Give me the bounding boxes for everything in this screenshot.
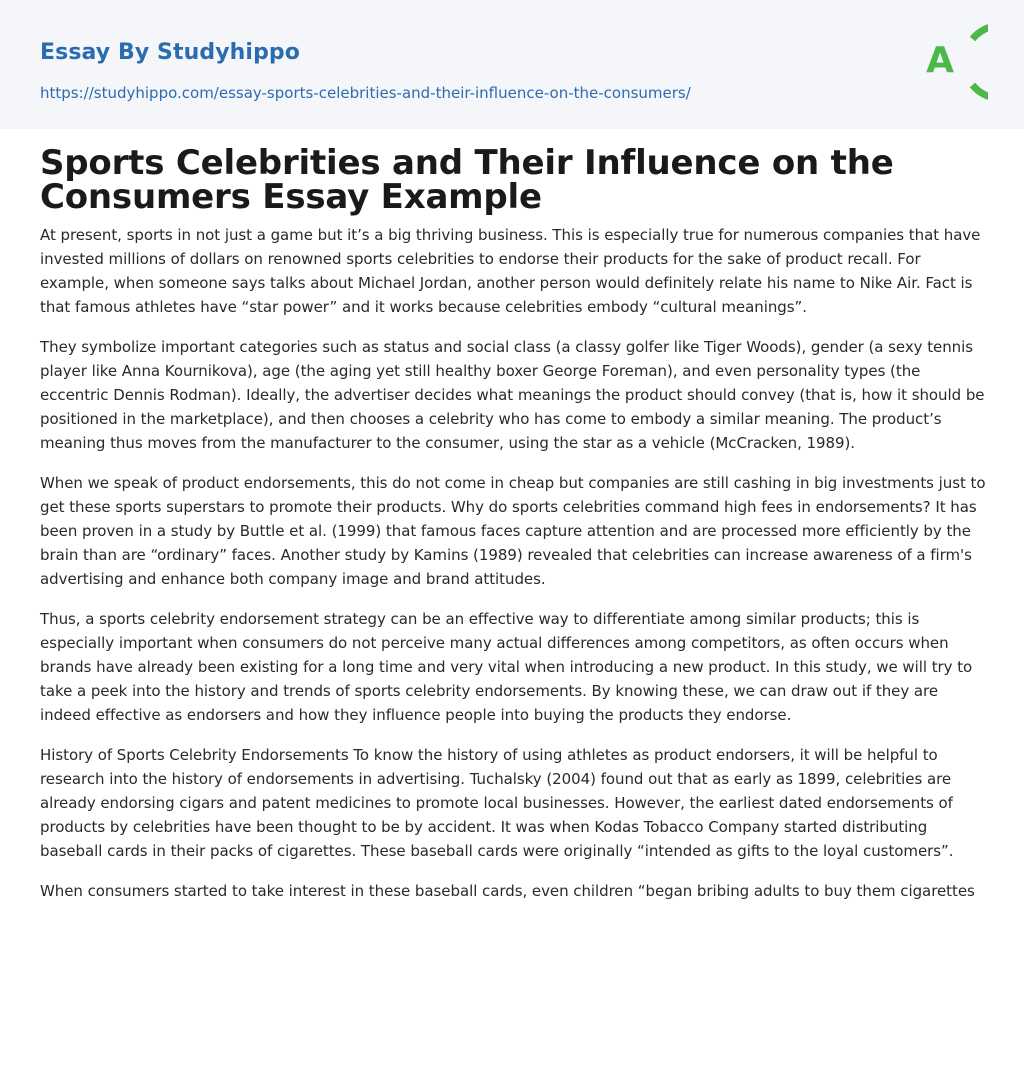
paragraph-2: They symbolize important categories such as status and social class (a classy golfer like Tiger Woods), gender (a sexy tennis player like Anna Kournikova), age (the aging yet still healthy boxer George Foreman), and even personality types (the eccentric Dennis Rodman). Ideally, the advertiser decides what meanings the product should convey (that is, how it should be positioned in the marketplace), and then chooses a celebrity who has come to embody a similar meaning. The product’s meaning thus moves from the manufacturer to the consumer, using the star as a vehicle (McCracken, 1989). xyxy=(40,338,985,452)
logo-letter: A xyxy=(926,40,954,81)
paragraph-4: Thus, a sports celebrity endorsement strategy can be an effective way to differentiate among similar products; this is especially important when consumers do not perceive many actual differences among competitors, as often occurs when brands have already been existing for a long time and very vital when introducing a new product. In this study, we will try to take a peek into the history and trends of sports celebrity endorsements. By knowing these, we can draw out if they are indeed effective as endorsers and how they influence people into buying the products they endorse. xyxy=(40,610,973,724)
logo-ring xyxy=(973,26,989,99)
page-title: Sports Celebrities and Their Influence on the Consumers Essay Example xyxy=(40,143,894,217)
paragraph-5: History of Sports Celebrity Endorsements To know the history of using athletes as product endorsers, it will be helpful to research into the history of endorsements in advertising. Tuchalsky (2004) found out that as early as 1899, celebrities are already endorsing cigars and patent medicines to promote local businesses. However, the earliest dated endorsements of products by celebrities have been thought to be by accident. It was when Kodas Tobacco Company started distributing baseball cards in their packs of cigarettes. These baseball cards were originally “intended as gifts to the loyal customers”. xyxy=(40,746,954,860)
paragraph-3: When we speak of product endorsements, this do not come in cheap but companies are still cashing in big investments just to get these sports superstars to promote their products. Why do sports celebrities command high fees in endorsements? It has been proven in a study by Buttle et al. (1999) that famous faces capture attention and are processed more efficiently by the brain than are “ordinary” faces. Another study by Kamins (1989) revealed that celebrities can increase awareness of a firm's advertising and enhance both company image and brand attitudes. xyxy=(40,474,986,588)
site-header xyxy=(0,0,1024,129)
article xyxy=(40,143,988,919)
paragraph-1: At present, sports in not just a game but it’s a big thriving business. This is especially true for numerous companies that have invested millions of dollars on renowned sports celebrities to endorse their products for the sake of product recall. For example, when someone says talks about Michael Jordan, another person would definitely relate his name to Nike Air. Fact is that famous athletes have “star power” and it works because celebrities embody “cultural meanings”. xyxy=(40,226,981,316)
source-url-link[interactable]: https://studyhippo.com/essay-sports-celebrities-and-their-influence-on-the-consumers/ xyxy=(40,84,691,102)
brand-name[interactable]: Essay By Studyhippo xyxy=(40,40,300,65)
paragraph-6: When consumers started to take interest in these baseball cards, even children “began bribing adults to buy them cigarettes xyxy=(40,882,975,900)
studyhippo-logo-icon[interactable] xyxy=(908,18,988,106)
